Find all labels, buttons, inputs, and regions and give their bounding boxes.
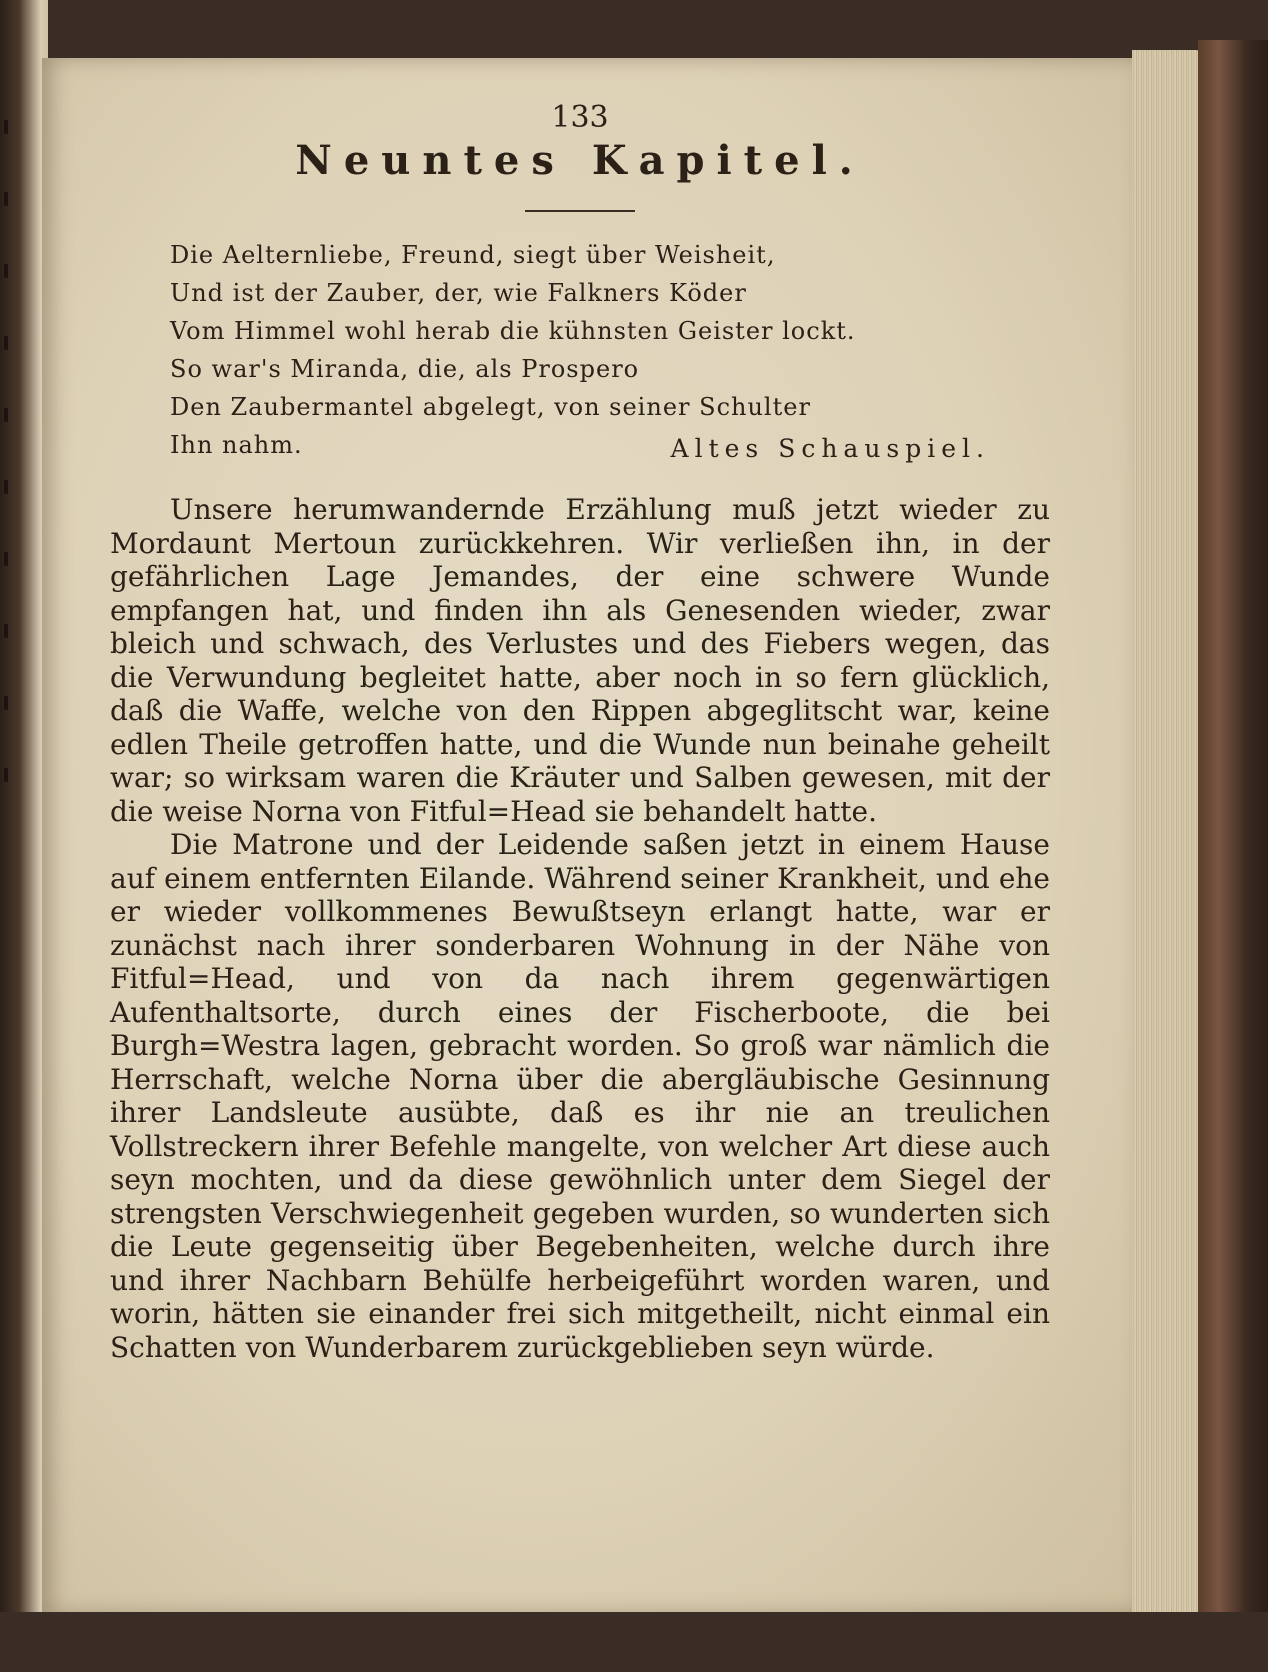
epigraph-line: Vom Himmel wohl herab die kühnsten Geister lockt.	[170, 317, 856, 345]
paragraph: Die Matrone und der Leidende saßen jetzt in einem Hause auf einem entfernten Eilande. Während seiner Krankheit, und ehe er wieder vollkommenes Bewußtseyn erlangt hatte, war er zunächst nach ihrer sonderbaren Wohnung in der Nähe von Fitful=Head, und von da nach ihrem gegenwärtigen Aufenthaltsorte, durch eines der Fischerboote, die bei Burgh=Westra lagen, gebracht worden. So groß war nämlich die Herrschaft, welche Norna über die abergläubische Gesinnung ihrer Landsleute ausübte, daß es ihr nie an treulichen Vollstreckern ihrer Befehle mangelte, von welcher Art diese auch seyn mochten, und da diese gewöhnlich unter dem Siegel der strengsten Verschwiegenheit gegeben wurden, so wunderten sich die Leute gegenseitig über Begebenheiten, welche durch ihre und ihrer Nachbarn Behülfe herbeigeführt worden waren, und worin, hätten sie einander frei sich mitgetheilt, nicht einmal ein Schatten von Wunderbarem zurückgeblieben seyn würde.	[110, 828, 1050, 1364]
epigraph-line: Und ist der Zauber, der, wie Falkners Köder	[170, 279, 747, 307]
previous-page-edge	[0, 0, 48, 1672]
page-text	[110, 100, 1050, 1364]
epigraph-line: Die Aelternliebe, Freund, siegt über Weisheit,	[170, 241, 776, 269]
chapter-body	[110, 493, 1050, 1364]
epigraph	[170, 236, 1050, 464]
page-number: 133	[551, 100, 609, 135]
book-cover-right	[1198, 40, 1268, 1640]
epigraph-line: So war's Miranda, die, als Prospero	[170, 355, 640, 383]
title-divider	[525, 210, 635, 212]
epigraph-source: Altes Schauspiel.	[670, 434, 990, 463]
chapter-title: Neuntes Kapitel.	[295, 137, 865, 184]
background-bottom	[0, 1612, 1268, 1672]
epigraph-line: Ihn nahm.	[170, 431, 303, 459]
page-edge-marks	[4, 120, 18, 840]
page-stack-edge	[1132, 50, 1202, 1618]
epigraph-line: Den Zaubermantel abgelegt, von seiner Schulter	[170, 393, 811, 421]
paragraph: Unsere herumwandernde Erzählung muß jetzt wieder zu Mordaunt Mertoun zurückkehren. Wir verließen ihn, in der gefährlichen Lage Jemandes, der eine schwere Wunde empfangen hat, und finden ihn als Genesenden wieder, zwar bleich und schwach, des Verlustes und des Fiebers wegen, das die Verwundung begleitet hatte, aber noch in so fern glücklich, daß die Waffe, welche von den Rippen abgeglitscht war, keine edlen Theile getroffen hatte, und die Wunde nun beinahe geheilt war; so wirksam waren die Kräuter und Salben gewesen, mit der die weise Norna von Fitful=Head sie behandelt hatte.	[110, 493, 1050, 828]
background-top	[0, 0, 1268, 58]
